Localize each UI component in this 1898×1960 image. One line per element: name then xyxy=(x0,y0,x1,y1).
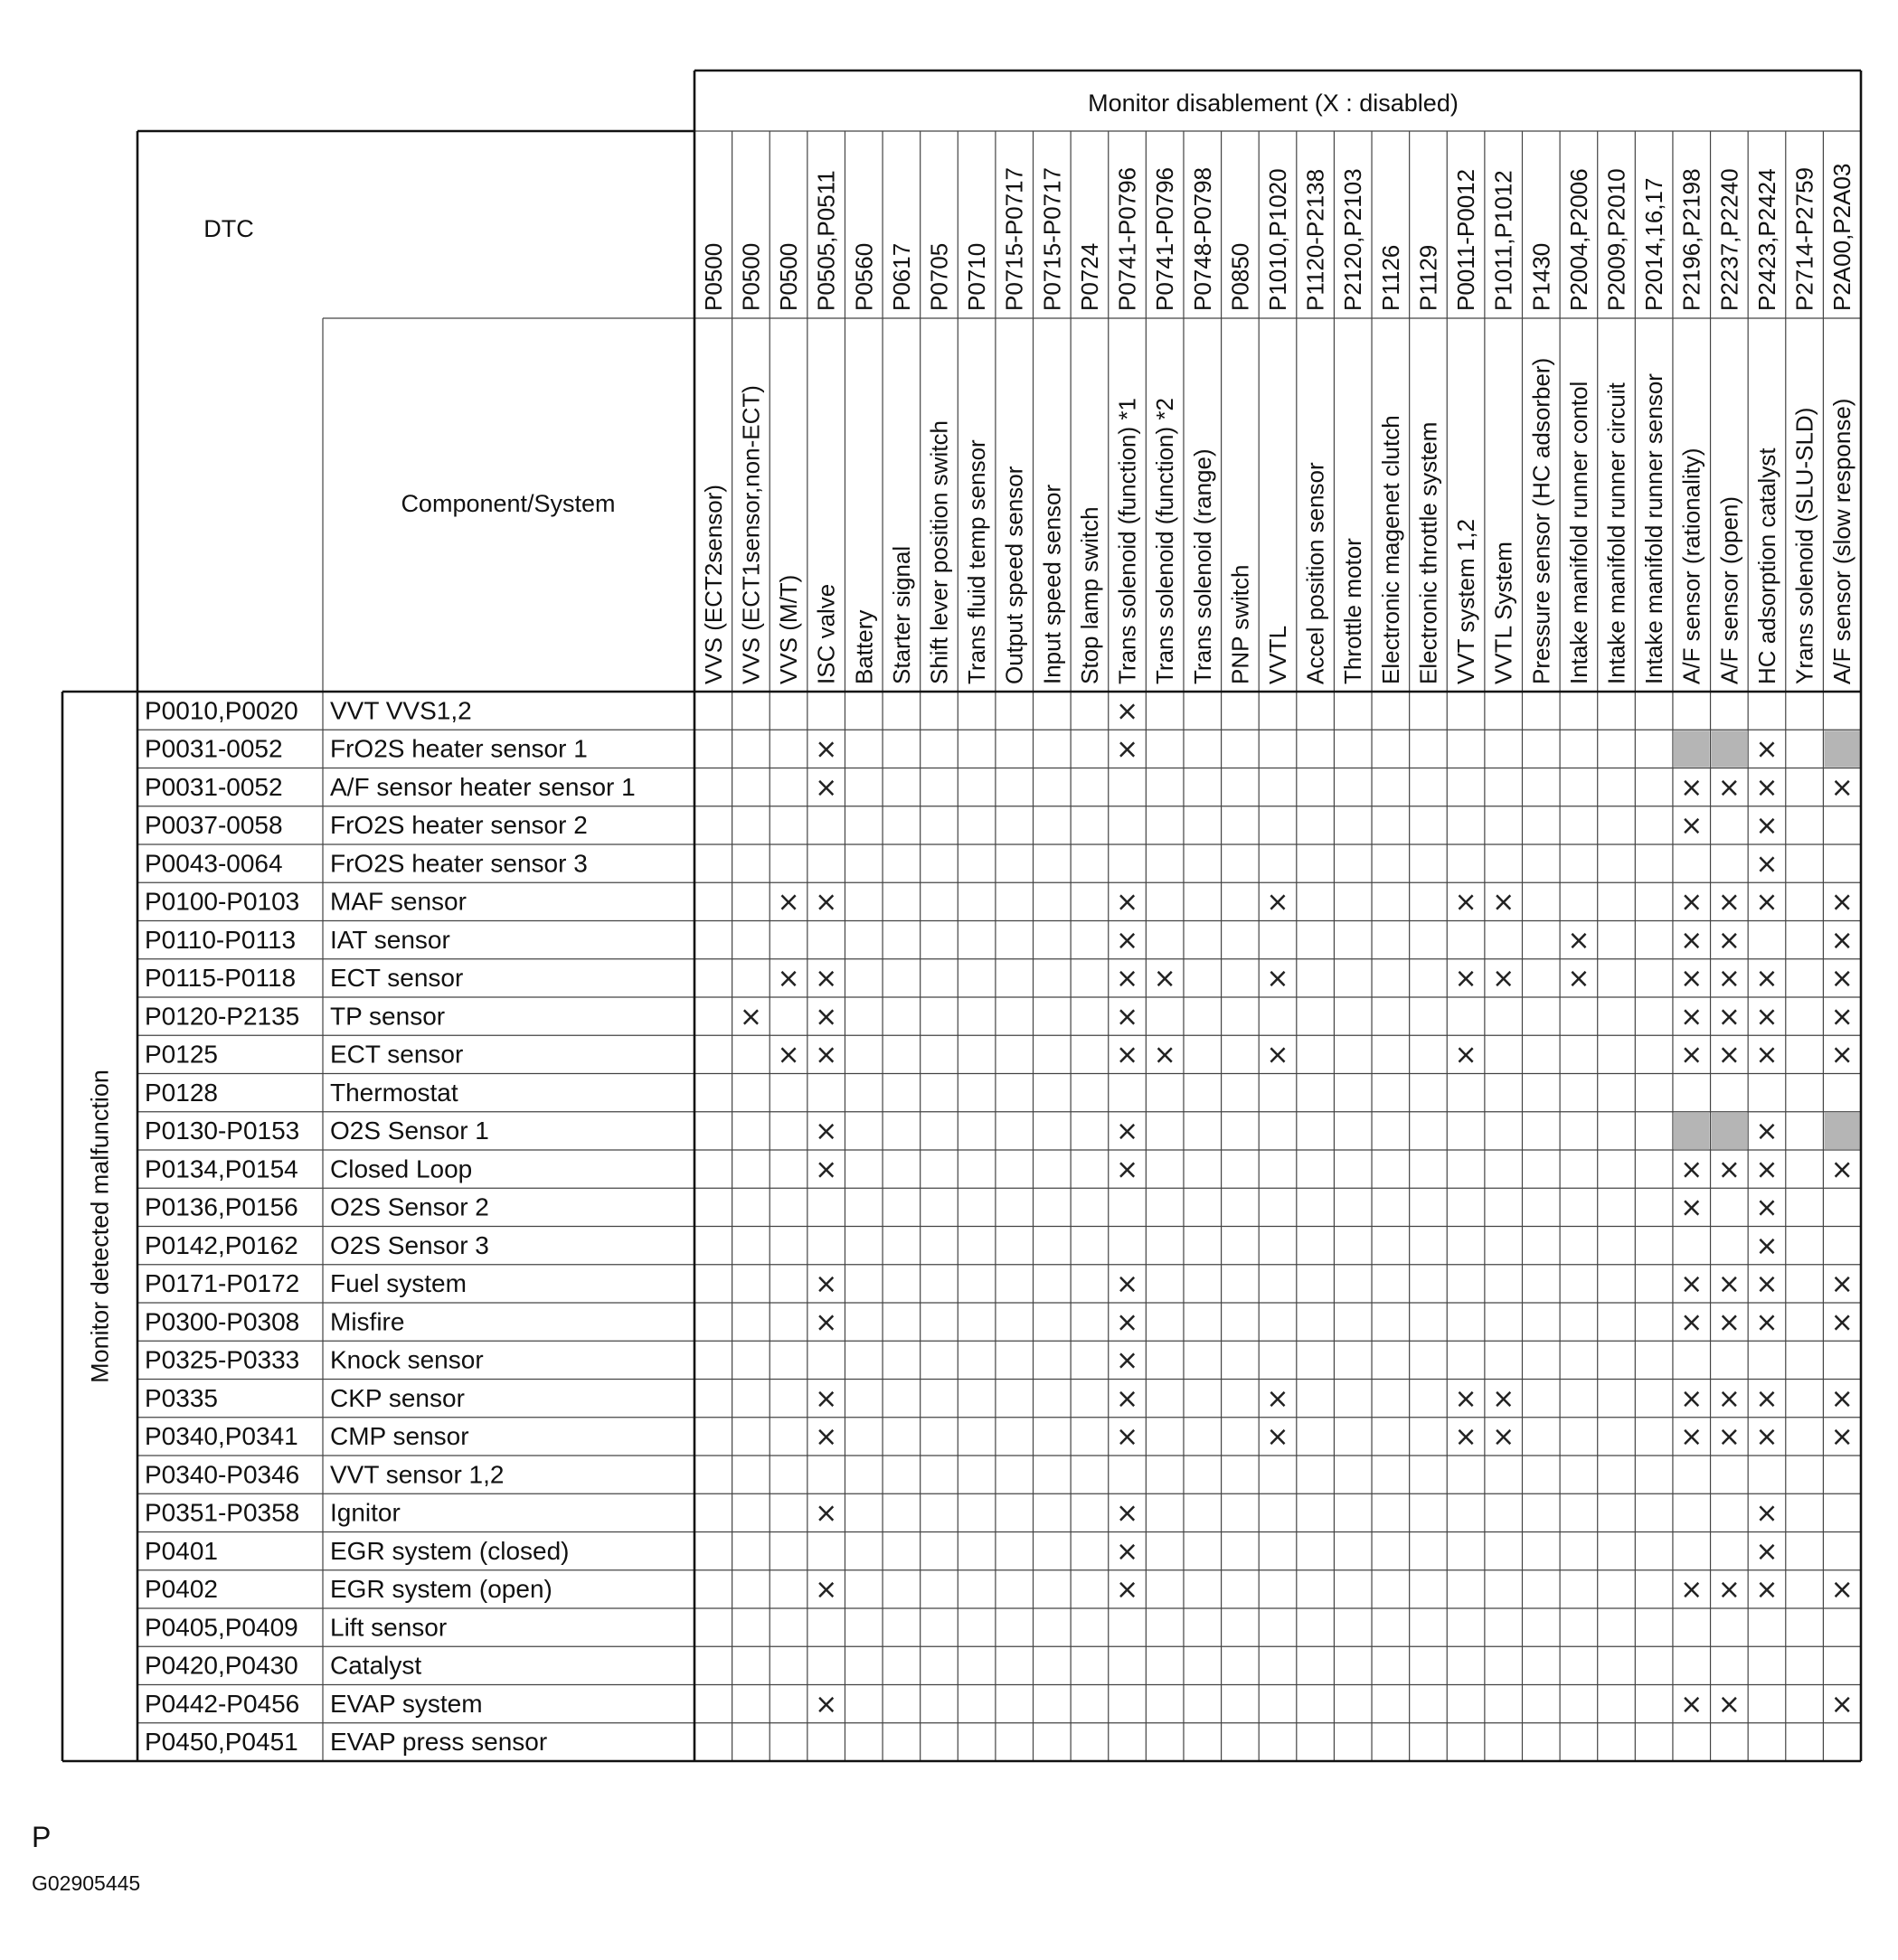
disabled-mark: × xyxy=(815,1574,838,1607)
disabled-mark: × xyxy=(1266,1039,1289,1071)
column-component-name: VVS (ECT1sensor,non-ECT) xyxy=(737,385,765,684)
row-component-name: Fuel system xyxy=(330,1269,467,1298)
disabled-mark: × xyxy=(1492,1382,1516,1415)
disabled-mark: × xyxy=(815,1421,838,1454)
disabled-mark: × xyxy=(815,1382,838,1415)
disabled-mark: × xyxy=(1830,1421,1854,1454)
disabled-mark: × xyxy=(1153,963,1176,995)
disabled-mark: × xyxy=(1755,1192,1779,1224)
row-component-name: EGR system (closed) xyxy=(330,1536,570,1565)
column-component-name: VVTL xyxy=(1264,625,1291,684)
column-dtc-code: P0850 xyxy=(1226,242,1254,311)
disabled-mark: × xyxy=(1680,1154,1704,1186)
column-dtc-code: P2423,P2424 xyxy=(1752,168,1780,311)
column-dtc-code: P1011,P1012 xyxy=(1489,170,1517,311)
column-dtc-code: P2004,P2006 xyxy=(1564,168,1592,311)
disabled-mark: × xyxy=(1680,924,1704,956)
disabled-mark: × xyxy=(1115,963,1139,995)
column-dtc-code: P0500 xyxy=(737,242,765,311)
column-dtc-code: P0705 xyxy=(925,242,953,311)
row-dtc-code: P0340-P0346 xyxy=(145,1460,300,1489)
disabled-mark: × xyxy=(777,886,800,919)
disabled-mark: × xyxy=(1680,1421,1704,1454)
row-component-name: ECT sensor xyxy=(330,1040,464,1069)
disabled-mark: × xyxy=(1755,886,1779,919)
disabled-mark: × xyxy=(1115,733,1139,766)
row-component-name: Lift sensor xyxy=(330,1613,448,1642)
disabled-mark: × xyxy=(1755,1268,1779,1301)
column-dtc-code: P0715-P0717 xyxy=(1000,166,1028,311)
column-dtc-code: P2714-P2759 xyxy=(1790,166,1818,311)
column-dtc-code: P2A00,P2A03 xyxy=(1828,163,1856,311)
disabled-mark: × xyxy=(1717,1001,1741,1033)
column-dtc-code: P0560 xyxy=(850,242,878,311)
row-component-name: Thermostat xyxy=(330,1078,458,1107)
row-component-name: A/F sensor heater sensor 1 xyxy=(330,772,636,801)
disabled-mark: × xyxy=(1454,886,1478,919)
disabled-mark: × xyxy=(815,1688,838,1720)
row-dtc-code: P0120-P2135 xyxy=(145,1002,300,1031)
row-component-name: Closed Loop xyxy=(330,1154,473,1183)
column-dtc-code: P0715-P0717 xyxy=(1038,166,1066,311)
column-dtc-code: P0617 xyxy=(887,242,915,311)
column-dtc-code: P0748-P0798 xyxy=(1188,166,1216,311)
disabled-mark: × xyxy=(1830,1382,1854,1415)
disabled-mark: × xyxy=(815,1039,838,1071)
disabled-mark: × xyxy=(1717,1268,1741,1301)
column-component-name: Pressure sensor (HC adsorber) xyxy=(1527,357,1555,684)
disabled-mark: × xyxy=(815,963,838,995)
row-dtc-code: P0142,P0162 xyxy=(145,1230,298,1259)
row-dtc-code: P0420,P0430 xyxy=(145,1651,298,1680)
disabled-mark: × xyxy=(815,1116,838,1148)
disabled-mark: × xyxy=(1830,1001,1854,1033)
row-component-name: VVT sensor 1,2 xyxy=(330,1460,505,1489)
disabled-mark: × xyxy=(1680,1192,1704,1224)
row-dtc-code: P0130-P0153 xyxy=(145,1117,300,1145)
disabled-mark: × xyxy=(1755,1382,1779,1415)
dtc-header: DTC xyxy=(203,215,254,242)
disabled-mark: × xyxy=(1454,1382,1478,1415)
disabled-mark: × xyxy=(1115,1001,1139,1033)
disabled-mark: × xyxy=(1115,695,1139,728)
column-component-name: Intake manifold runner circuit xyxy=(1602,382,1630,684)
disabled-mark: × xyxy=(1680,1688,1704,1720)
component-system-header: Component/System xyxy=(401,490,616,517)
disabled-mark: × xyxy=(1680,1001,1704,1033)
column-component-name: Intake manifold runner sensor xyxy=(1640,373,1668,684)
disabled-mark: × xyxy=(777,1039,800,1071)
monitor-disablement-title: Monitor disablement (X : disabled) xyxy=(1088,90,1459,117)
column-component-name: Trans fluid temp sensor xyxy=(963,439,991,684)
row-component-name: O2S Sensor 3 xyxy=(330,1230,489,1259)
column-dtc-code: P0505,P0511 xyxy=(812,170,840,311)
disabled-mark: × xyxy=(777,963,800,995)
column-component-name: A/F sensor (open) xyxy=(1715,495,1743,684)
disabled-mark: × xyxy=(1755,771,1779,804)
row-component-name: O2S Sensor 2 xyxy=(330,1192,489,1221)
disabled-mark: × xyxy=(1115,1382,1139,1415)
row-dtc-code: P0325-P0333 xyxy=(145,1345,300,1374)
column-component-name: VVS (M/T) xyxy=(775,574,803,684)
column-component-name: Shift lever position switch xyxy=(925,420,953,684)
row-component-name: EVAP system xyxy=(330,1689,483,1718)
column-dtc-code: P1129 xyxy=(1414,244,1442,311)
column-dtc-code: P2237,P2240 xyxy=(1715,168,1743,311)
monitor-detected-malfunction-label: Monitor detected malfunction xyxy=(86,1070,114,1383)
disabled-mark: × xyxy=(1717,1574,1741,1607)
column-component-name: PNP switch xyxy=(1226,564,1254,684)
row-dtc-code: P0125 xyxy=(145,1040,218,1069)
column-component-name: HC adsorption catalyst xyxy=(1752,448,1780,684)
disabled-mark: × xyxy=(1115,1154,1139,1186)
disabled-mark: × xyxy=(1115,1306,1139,1339)
disabled-mark: × xyxy=(1115,1574,1139,1607)
disabled-mark: × xyxy=(1115,1344,1139,1377)
row-dtc-code: P0037-0058 xyxy=(145,811,283,840)
column-dtc-code: P0724 xyxy=(1075,242,1103,311)
column-component-name: Starter signal xyxy=(887,545,915,684)
disabled-mark: × xyxy=(1680,1382,1704,1415)
disabled-mark: × xyxy=(1755,1230,1779,1262)
column-component-name: VVS (ECT2sensor) xyxy=(699,484,727,684)
row-dtc-code: P0405,P0409 xyxy=(145,1613,298,1642)
row-dtc-code: P0043-0064 xyxy=(145,849,283,878)
page-marker: P xyxy=(32,1821,52,1853)
row-component-name: EGR system (open) xyxy=(330,1575,552,1604)
column-dtc-code: P0500 xyxy=(699,242,727,311)
row-dtc-code: P0442-P0456 xyxy=(145,1689,300,1718)
disabled-mark: × xyxy=(1755,1306,1779,1339)
disabled-mark: × xyxy=(815,1497,838,1530)
disabled-mark: × xyxy=(1492,886,1516,919)
disabled-mark: × xyxy=(1454,963,1478,995)
row-dtc-code: P0300-P0308 xyxy=(145,1307,300,1336)
column-dtc-code: P1010,P1020 xyxy=(1264,168,1291,311)
disabled-mark: × xyxy=(815,1001,838,1033)
shaded-cell xyxy=(1824,1113,1860,1149)
shaded-cell xyxy=(1674,1113,1710,1149)
column-dtc-code: P2196,P2198 xyxy=(1677,168,1705,311)
column-component-name: Electronic magenet clutch xyxy=(1376,415,1404,684)
column-component-name: ISC valve xyxy=(812,583,840,684)
disabled-mark: × xyxy=(1680,1039,1704,1071)
column-dtc-code: P2014,16,17 xyxy=(1640,177,1668,311)
disabled-mark: × xyxy=(1567,963,1591,995)
disabled-mark: × xyxy=(1492,963,1516,995)
column-component-name: A/F sensor (slow response) xyxy=(1828,398,1856,684)
row-component-name: EVAP press sensor xyxy=(330,1728,548,1757)
row-component-name: TP sensor xyxy=(330,1002,446,1031)
row-dtc-code: P0351-P0358 xyxy=(145,1498,300,1527)
row-component-name: IAT sensor xyxy=(330,925,450,954)
disabled-mark: × xyxy=(1717,1421,1741,1454)
disabled-mark: × xyxy=(1266,1421,1289,1454)
row-dtc-code: P0402 xyxy=(145,1575,218,1604)
column-component-name: Electronic throttle system xyxy=(1414,421,1442,684)
row-dtc-code: P0134,P0154 xyxy=(145,1154,298,1183)
column-component-name: Intake manifold runner contol xyxy=(1564,381,1592,684)
disabled-mark: × xyxy=(815,886,838,919)
disabled-mark: × xyxy=(1717,1306,1741,1339)
disabled-mark: × xyxy=(1115,1497,1139,1530)
column-dtc-code: P2009,P2010 xyxy=(1602,168,1630,311)
column-headers xyxy=(700,164,1856,684)
row-component-name: FrO2S heater sensor 3 xyxy=(330,849,588,878)
disabled-mark: × xyxy=(1680,1574,1704,1607)
disabled-mark: × xyxy=(1717,924,1741,956)
row-component-name: CMP sensor xyxy=(330,1422,469,1451)
disabled-mark: × xyxy=(1680,1306,1704,1339)
column-dtc-code: P0710 xyxy=(963,242,991,311)
column-component-name: Trans solenoid (function) *1 xyxy=(1113,398,1141,684)
row-dtc-code: P0401 xyxy=(145,1536,218,1565)
shaded-cell xyxy=(1712,1113,1748,1149)
shaded-cell xyxy=(1824,730,1860,767)
disabled-mark: × xyxy=(1755,810,1779,843)
column-dtc-code: P0741-P0796 xyxy=(1113,166,1141,311)
column-component-name: Trans solenoid (function) *2 xyxy=(1151,398,1179,684)
row-component-name: MAF sensor xyxy=(330,887,467,916)
disabled-mark: × xyxy=(1830,771,1854,804)
disabled-mark: × xyxy=(1755,1039,1779,1071)
column-component-name: Stop lamp switch xyxy=(1075,506,1103,684)
disabled-mark: × xyxy=(1830,1268,1854,1301)
row-dtc-code: P0450,P0451 xyxy=(145,1728,298,1757)
column-dtc-code: P0500 xyxy=(775,242,803,311)
row-component-name: Ignitor xyxy=(330,1498,401,1527)
row-dtc-code: P0335 xyxy=(145,1383,218,1412)
column-component-name: Yrans solenoid (SLU-SLD) xyxy=(1790,407,1818,684)
disabled-mark: × xyxy=(1680,810,1704,843)
column-dtc-code: P2120,P2103 xyxy=(1339,168,1367,311)
row-component-name: O2S Sensor 1 xyxy=(330,1117,489,1145)
disabled-mark: × xyxy=(1115,886,1139,919)
row-dtc-code: P0100-P0103 xyxy=(145,887,300,916)
column-component-name: Input speed sensor xyxy=(1038,484,1066,684)
row-dtc-code: P0031-0052 xyxy=(145,772,283,801)
disabled-mark: × xyxy=(1680,886,1704,919)
disabled-mark: × xyxy=(1717,1154,1741,1186)
disabled-mark: × xyxy=(1454,1421,1478,1454)
column-dtc-code: P0741-P0796 xyxy=(1151,166,1179,311)
column-dtc-code: P0011-P0012 xyxy=(1452,168,1480,311)
disabled-mark: × xyxy=(1115,924,1139,956)
row-component-name: Misfire xyxy=(330,1307,405,1336)
disabled-mark: × xyxy=(815,733,838,766)
disabled-mark: × xyxy=(1830,886,1854,919)
disabled-mark: × xyxy=(1830,1039,1854,1071)
disabled-mark: × xyxy=(1717,1688,1741,1720)
row-component-name: FrO2S heater sensor 2 xyxy=(330,811,588,840)
disabled-mark: × xyxy=(815,771,838,804)
row-component-name: VVT VVS1,2 xyxy=(330,696,472,725)
row-dtc-code: P0010,P0020 xyxy=(145,696,298,725)
disabled-mark: × xyxy=(815,1154,838,1186)
disabled-mark: × xyxy=(1717,1382,1741,1415)
disabled-mark: × xyxy=(1454,1039,1478,1071)
disabled-mark: × xyxy=(1755,1421,1779,1454)
shaded-cell xyxy=(1712,730,1748,767)
disabled-mark: × xyxy=(739,1001,762,1033)
column-dtc-code: P1120-P2138 xyxy=(1301,168,1329,311)
disabled-mark: × xyxy=(1266,1382,1289,1415)
row-dtc-code: P0110-P0113 xyxy=(145,925,297,954)
disabled-mark: × xyxy=(1755,1154,1779,1186)
disabled-mark: × xyxy=(1680,771,1704,804)
row-dtc-code: P0171-P0172 xyxy=(145,1269,300,1298)
column-component-name: VVT system 1,2 xyxy=(1452,518,1480,684)
disabled-mark: × xyxy=(1115,1535,1139,1568)
disabled-mark: × xyxy=(1830,963,1854,995)
disabled-mark: × xyxy=(1755,1116,1779,1148)
disabled-mark: × xyxy=(1717,1039,1741,1071)
disabled-mark: × xyxy=(1115,1039,1139,1071)
column-component-name: Accel position sensor xyxy=(1301,462,1329,684)
disabled-mark: × xyxy=(1717,886,1741,919)
column-dtc-code: P1430 xyxy=(1527,242,1555,311)
row-component-name: CKP sensor xyxy=(330,1383,465,1412)
row-dtc-code: P0031-0052 xyxy=(145,734,283,763)
column-component-name: VVTL System xyxy=(1489,542,1517,684)
disabled-mark: × xyxy=(1115,1268,1139,1301)
disabled-mark: × xyxy=(1492,1421,1516,1454)
column-component-name: Trans solenoid (range) xyxy=(1188,448,1216,684)
disabled-mark: × xyxy=(1680,963,1704,995)
row-dtc-code: P0136,P0156 xyxy=(145,1192,298,1221)
disabled-mark: × xyxy=(1755,1497,1779,1530)
disabled-mark: × xyxy=(815,1268,838,1301)
disabled-mark: × xyxy=(1266,886,1289,919)
disabled-mark: × xyxy=(1830,1306,1854,1339)
disabled-mark: × xyxy=(1755,848,1779,881)
disabled-mark: × xyxy=(1266,963,1289,995)
disabled-mark: × xyxy=(1830,924,1854,956)
disabled-mark: × xyxy=(1717,963,1741,995)
column-dtc-code: P1126 xyxy=(1376,244,1404,311)
disabled-mark: × xyxy=(1755,1001,1779,1033)
disabled-mark: × xyxy=(1755,733,1779,766)
disabled-mark: × xyxy=(1755,963,1779,995)
figure-id: G02905445 xyxy=(32,1871,141,1895)
disabled-mark: × xyxy=(815,1306,838,1339)
column-component-name: Output speed sensor xyxy=(1000,466,1028,684)
row-component-name: Knock sensor xyxy=(330,1345,484,1374)
disabled-mark: × xyxy=(1680,1268,1704,1301)
row-dtc-code: P0115-P0118 xyxy=(145,964,297,993)
disabled-mark: × xyxy=(1115,1421,1139,1454)
column-component-name: Battery xyxy=(850,609,878,684)
row-dtc-code: P0128 xyxy=(145,1078,218,1107)
shaded-cell xyxy=(1674,730,1710,767)
disabled-mark: × xyxy=(1830,1574,1854,1607)
row-component-name: FrO2S heater sensor 1 xyxy=(330,734,588,763)
disabled-mark: × xyxy=(1717,771,1741,804)
disabled-mark: × xyxy=(1830,1154,1854,1186)
disabled-mark: × xyxy=(1755,1535,1779,1568)
disabled-mark: × xyxy=(1830,1688,1854,1720)
column-component-name: A/F sensor (rationality) xyxy=(1677,448,1705,684)
column-component-name: Throttle motor xyxy=(1339,538,1367,684)
row-component-name: Catalyst xyxy=(330,1651,422,1680)
disabled-mark: × xyxy=(1567,924,1591,956)
disabled-mark: × xyxy=(1115,1116,1139,1148)
row-dtc-code: P0340,P0341 xyxy=(145,1422,298,1451)
disabled-mark: × xyxy=(1755,1574,1779,1607)
disabled-mark: × xyxy=(1153,1039,1176,1071)
row-component-name: ECT sensor xyxy=(330,964,464,993)
